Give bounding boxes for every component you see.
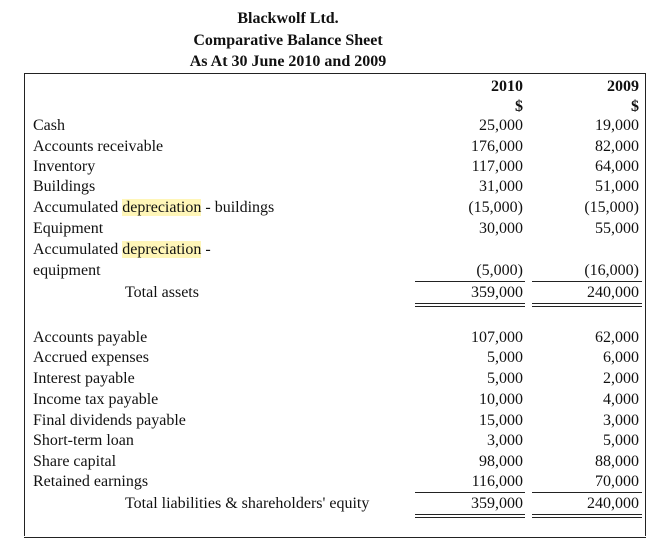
total-double-rule-2010-a — [415, 514, 525, 515]
value-2009: 19,000 — [595, 117, 639, 134]
column-year-2009: 2009 — [607, 78, 639, 95]
row-label: Accrued expenses — [33, 349, 149, 366]
value-2010: 31,000 — [479, 178, 523, 195]
row-accounts-receivable — [0, 137, 671, 157]
row-label: Accounts receivable — [33, 138, 164, 155]
row-label: Buildings — [33, 178, 96, 195]
value-2009: 70,000 — [595, 473, 639, 490]
value-2009: 51,000 — [595, 178, 639, 195]
label-suffix: - — [201, 241, 211, 258]
company-name: Blackwolf Ltd. — [237, 10, 339, 27]
row-retained-earnings — [0, 472, 671, 492]
subtotal-rule-2010 — [415, 492, 525, 493]
value-2010: 98,000 — [479, 453, 523, 470]
value-2009: 82,000 — [595, 138, 639, 155]
row-cash — [0, 116, 671, 136]
row-label: Final dividends payable — [33, 412, 186, 429]
row-accounts-payable — [0, 328, 671, 348]
value-2009: (15,000) — [584, 199, 639, 216]
value-2010: 30,000 — [479, 220, 523, 237]
bottom-rule — [24, 537, 646, 538]
value-2010: 359,000 — [471, 284, 523, 301]
row-label: Total liabilities & shareholders' equity — [125, 495, 370, 512]
value-2010: 5,000 — [487, 349, 523, 366]
value-2009: 88,000 — [595, 453, 639, 470]
value-2009: 64,000 — [595, 158, 639, 175]
highlighted-term: depreciation — [122, 241, 202, 258]
statement-title: Comparative Balance Sheet — [193, 32, 383, 49]
row-income-tax-payable — [0, 390, 671, 410]
row-accumulated-depreciation-buildings — [0, 198, 671, 218]
value-2009: 5,000 — [603, 432, 639, 449]
value-2009: 240,000 — [587, 495, 639, 512]
row-total-assets — [0, 283, 671, 303]
row-inventory — [0, 157, 671, 177]
total-double-rule-2010-a — [415, 303, 525, 304]
value-2010: 359,000 — [471, 495, 523, 512]
row-accumulated-depreciation-equipment — [0, 240, 671, 260]
value-2010: 3,000 — [487, 432, 523, 449]
value-2009: 55,000 — [595, 220, 639, 237]
value-2009: 2,000 — [603, 370, 639, 387]
row-label: Equipment — [33, 220, 104, 237]
value-2010: 5,000 — [487, 370, 523, 387]
value-2010: 176,000 — [471, 138, 523, 155]
row-final-dividends-payable — [0, 411, 671, 431]
label-suffix: - buildings — [201, 199, 275, 216]
highlighted-term: depreciation — [122, 199, 202, 216]
row-accrued-expenses — [0, 348, 671, 368]
column-currency-2010: $ — [515, 98, 523, 115]
row-label: Share capital — [33, 453, 117, 470]
total-double-rule-2009-a — [532, 303, 642, 304]
value-2009: 62,000 — [595, 329, 639, 346]
total-double-rule-2010-b — [415, 306, 525, 307]
value-2009: 240,000 — [587, 284, 639, 301]
column-year-2010: 2010 — [491, 78, 523, 95]
subtotal-rule-2009 — [532, 281, 642, 282]
value-2010: 10,000 — [479, 391, 523, 408]
value-2009: 4,000 — [603, 391, 639, 408]
total-double-rule-2010-b — [415, 517, 525, 518]
row-accumulated-depreciation-equipment-cont — [0, 261, 671, 281]
row-label: Retained earnings — [33, 473, 149, 490]
row-label — [33, 198, 274, 218]
total-double-rule-2009-b — [532, 306, 642, 307]
value-2009: (16,000) — [584, 262, 639, 279]
row-label: Short-term loan — [33, 432, 134, 449]
row-share-capital — [0, 452, 671, 472]
value-2010: 116,000 — [471, 473, 523, 490]
label-prefix: Accumulated — [33, 241, 123, 258]
row-label: Interest payable — [33, 370, 135, 387]
row-label — [33, 240, 211, 260]
row-label: Total assets — [125, 284, 199, 301]
statement-date: As At 30 June 2010 and 2009 — [189, 53, 387, 70]
row-label: Income tax payable — [33, 391, 159, 408]
row-label: Accounts payable — [33, 329, 148, 346]
total-double-rule-2009-a — [532, 514, 642, 515]
value-2010: (5,000) — [476, 262, 523, 279]
value-2009: 3,000 — [603, 412, 639, 429]
value-2010: (15,000) — [468, 199, 523, 216]
value-2010: 15,000 — [479, 412, 523, 429]
row-buildings — [0, 177, 671, 197]
column-currency-2009: $ — [631, 98, 639, 115]
value-2010: 107,000 — [471, 329, 523, 346]
value-2010: 25,000 — [479, 117, 523, 134]
value-2009: 6,000 — [603, 349, 639, 366]
subtotal-rule-2009 — [532, 492, 642, 493]
row-short-term-loan — [0, 431, 671, 451]
row-label: Cash — [33, 117, 65, 134]
row-label-continued: equipment — [33, 262, 101, 279]
label-prefix: Accumulated — [33, 199, 123, 216]
subtotal-rule-2010 — [415, 281, 525, 282]
total-double-rule-2009-b — [532, 517, 642, 518]
row-total-liabilities-equity — [0, 494, 671, 514]
row-equipment — [0, 219, 671, 239]
row-label: Inventory — [33, 158, 96, 175]
row-interest-payable — [0, 369, 671, 389]
value-2010: 117,000 — [471, 158, 523, 175]
